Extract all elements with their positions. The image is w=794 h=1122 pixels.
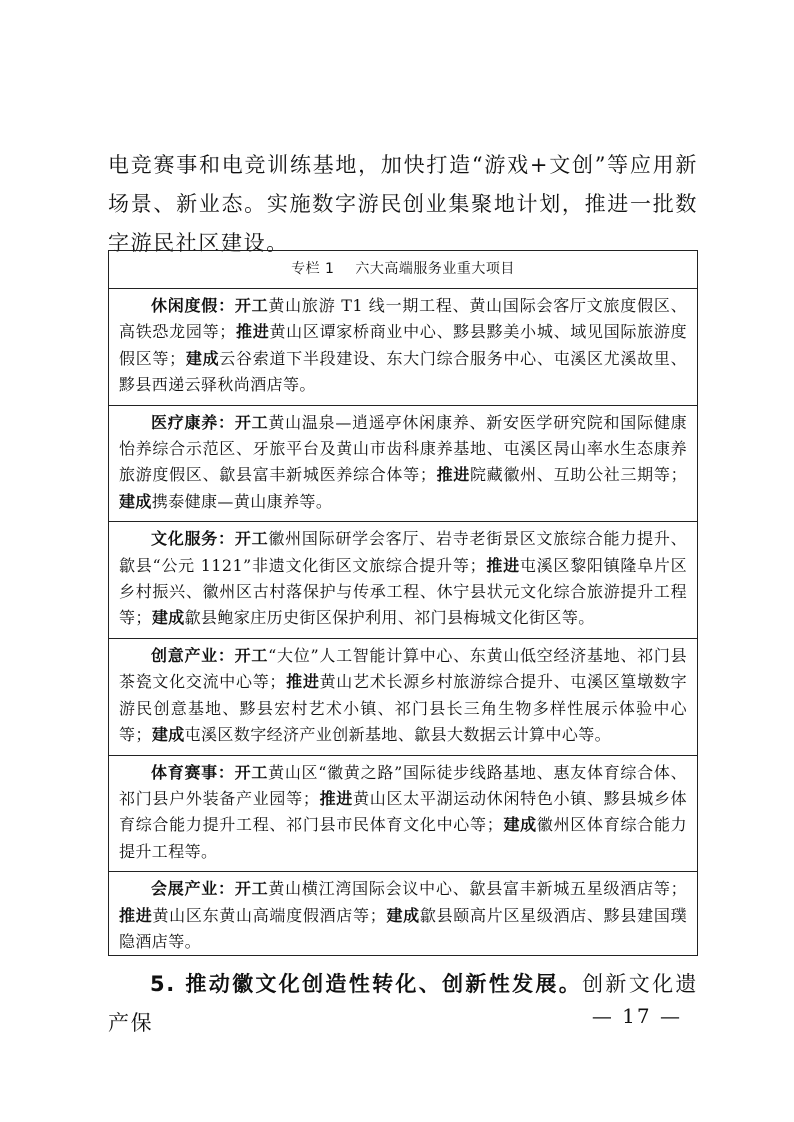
section-text: 院藏徽州、互助公社三期等； [470,465,687,485]
section-text: 黄山区“徽黄之路”国际徒步线路基地、惠友体育综合体、祁门县户外装备产业园等； [119,762,687,808]
box-title-bar [109,251,697,289]
keyword-advance: 推进 [319,788,354,808]
keyword-complete: 建成 [185,348,220,368]
keyword-complete: 建成 [119,491,152,511]
keyword-advance: 推进 [235,322,270,342]
keyword-complete: 建成 [151,725,185,745]
section-text: 黄山艺术长源乡村旅游综合提升、屯溪区篁墩数字游民创意基地、黟县宏村艺术小镇、祁门县长三角生物多样性展示体验中心等； [119,672,687,745]
section-text: 歙县鲍家庄历史街区保护利用、祁门县梅城文化街区等。 [184,608,595,628]
keyword-complete: 建成 [503,815,537,835]
section-text: 黄山区东黄山高端度假酒店等； [152,905,387,925]
keyword-start: 开工 [234,529,269,549]
intro-text: 电竞赛事和电竞训练基地，加快打造“游戏+文创”等应用新场景、新业态。实施数字游民创业集聚地计划，推进一批数字游民社区建设。 [108,153,698,255]
section-text: 屯溪区数字经济产业创新基地、歙县大数据云计算中心等。 [184,725,612,745]
section-text: 携泰健康—黄山康养等。 [151,491,333,511]
section-text: 黄山区太平湖运动休闲特色小镇、黟县城乡体育综合能力提升工程、祁门县市民体育文化中心等； [119,788,687,835]
section-heading: 5. 推动徽文化创造性转化、创新性发展。 [150,972,583,996]
closing-text: 创新文化遗产保 [108,972,699,1035]
intro-paragraph [108,146,698,263]
section-text: 徽州国际研学会客厅、岩寺老街景区文旅综合能力提升、歙县“公元 1121”非遗文化街区文旅综合提升等； [119,529,687,575]
keyword-complete: 建成 [386,905,420,925]
keyword-start: 开工 [234,296,269,315]
section-lead: 医疗康养： [151,412,235,432]
feature-box [108,250,698,956]
keyword-advance: 推进 [486,555,520,575]
section-text: 黄山温泉—逍遥亭休闲康养、新安医学研究院和国际健康怡养综合示范区、牙旅平台及黄山市齿科康养基地、屯溪区昺山率水生态康养旅游度假区、歙县富丰新城医养综合体等； [119,412,687,485]
keyword-advance: 推进 [285,672,320,692]
keyword-advance: 推进 [119,905,153,925]
section-text: 黄山旅游 T1 线一期工程、黄山国际会客厅文旅度假区、高铁恐龙园等； [119,296,687,342]
page-number: — 17 — [591,1004,682,1028]
section-creative [109,639,697,756]
keyword-complete: 建成 [151,608,185,628]
section-lead: 休闲度假： [151,296,235,315]
section-text: 屯溪区黎阳镇隆阜片区乡村振兴、徽州区古村落保护与传承工程、休宁县状元文化综合旅游提升工程等； [119,555,687,628]
box-title: 六大高端服务业重大项目 [355,261,515,277]
section-text: 黄山区谭家桥商业中心、黟县黟美小城、域见国际旅游度假区等； [119,322,687,368]
keyword-start: 开工 [234,762,269,782]
section-text: “大位”人工智能计算中心、东黄山低空经济基地、祁门县茶瓷文化交流中心等； [119,645,687,692]
section-lead: 创意产业： [151,645,235,665]
section-culture [109,522,697,639]
section-lead: 文化服务： [151,529,235,549]
section-exhibition [109,872,697,961]
section-text: 歙县颐高片区星级酒店、黟县建国璞隐酒店等。 [119,905,687,951]
keyword-start: 开工 [234,412,269,432]
section-health [109,406,697,523]
keyword-start: 开工 [234,645,269,665]
section-text: 黄山横江湾国际会议中心、歙县富丰新城五星级酒店等； [268,879,687,899]
section-lead: 体育赛事： [151,762,235,782]
keyword-advance: 推进 [436,465,471,485]
section-lead: 会展产业： [151,879,235,899]
box-label: 专栏 1 [291,261,335,277]
section-text: 云谷索道下半段建设、东大门综合服务中心、屯溪区尤溪故里、黟县西递云驿秋尚酒店等。 [119,348,687,395]
section-text: 徽州区体育综合能力提升工程等。 [119,815,687,861]
section-leisure [109,289,697,406]
section-sports [109,756,697,873]
keyword-start: 开工 [234,879,269,899]
